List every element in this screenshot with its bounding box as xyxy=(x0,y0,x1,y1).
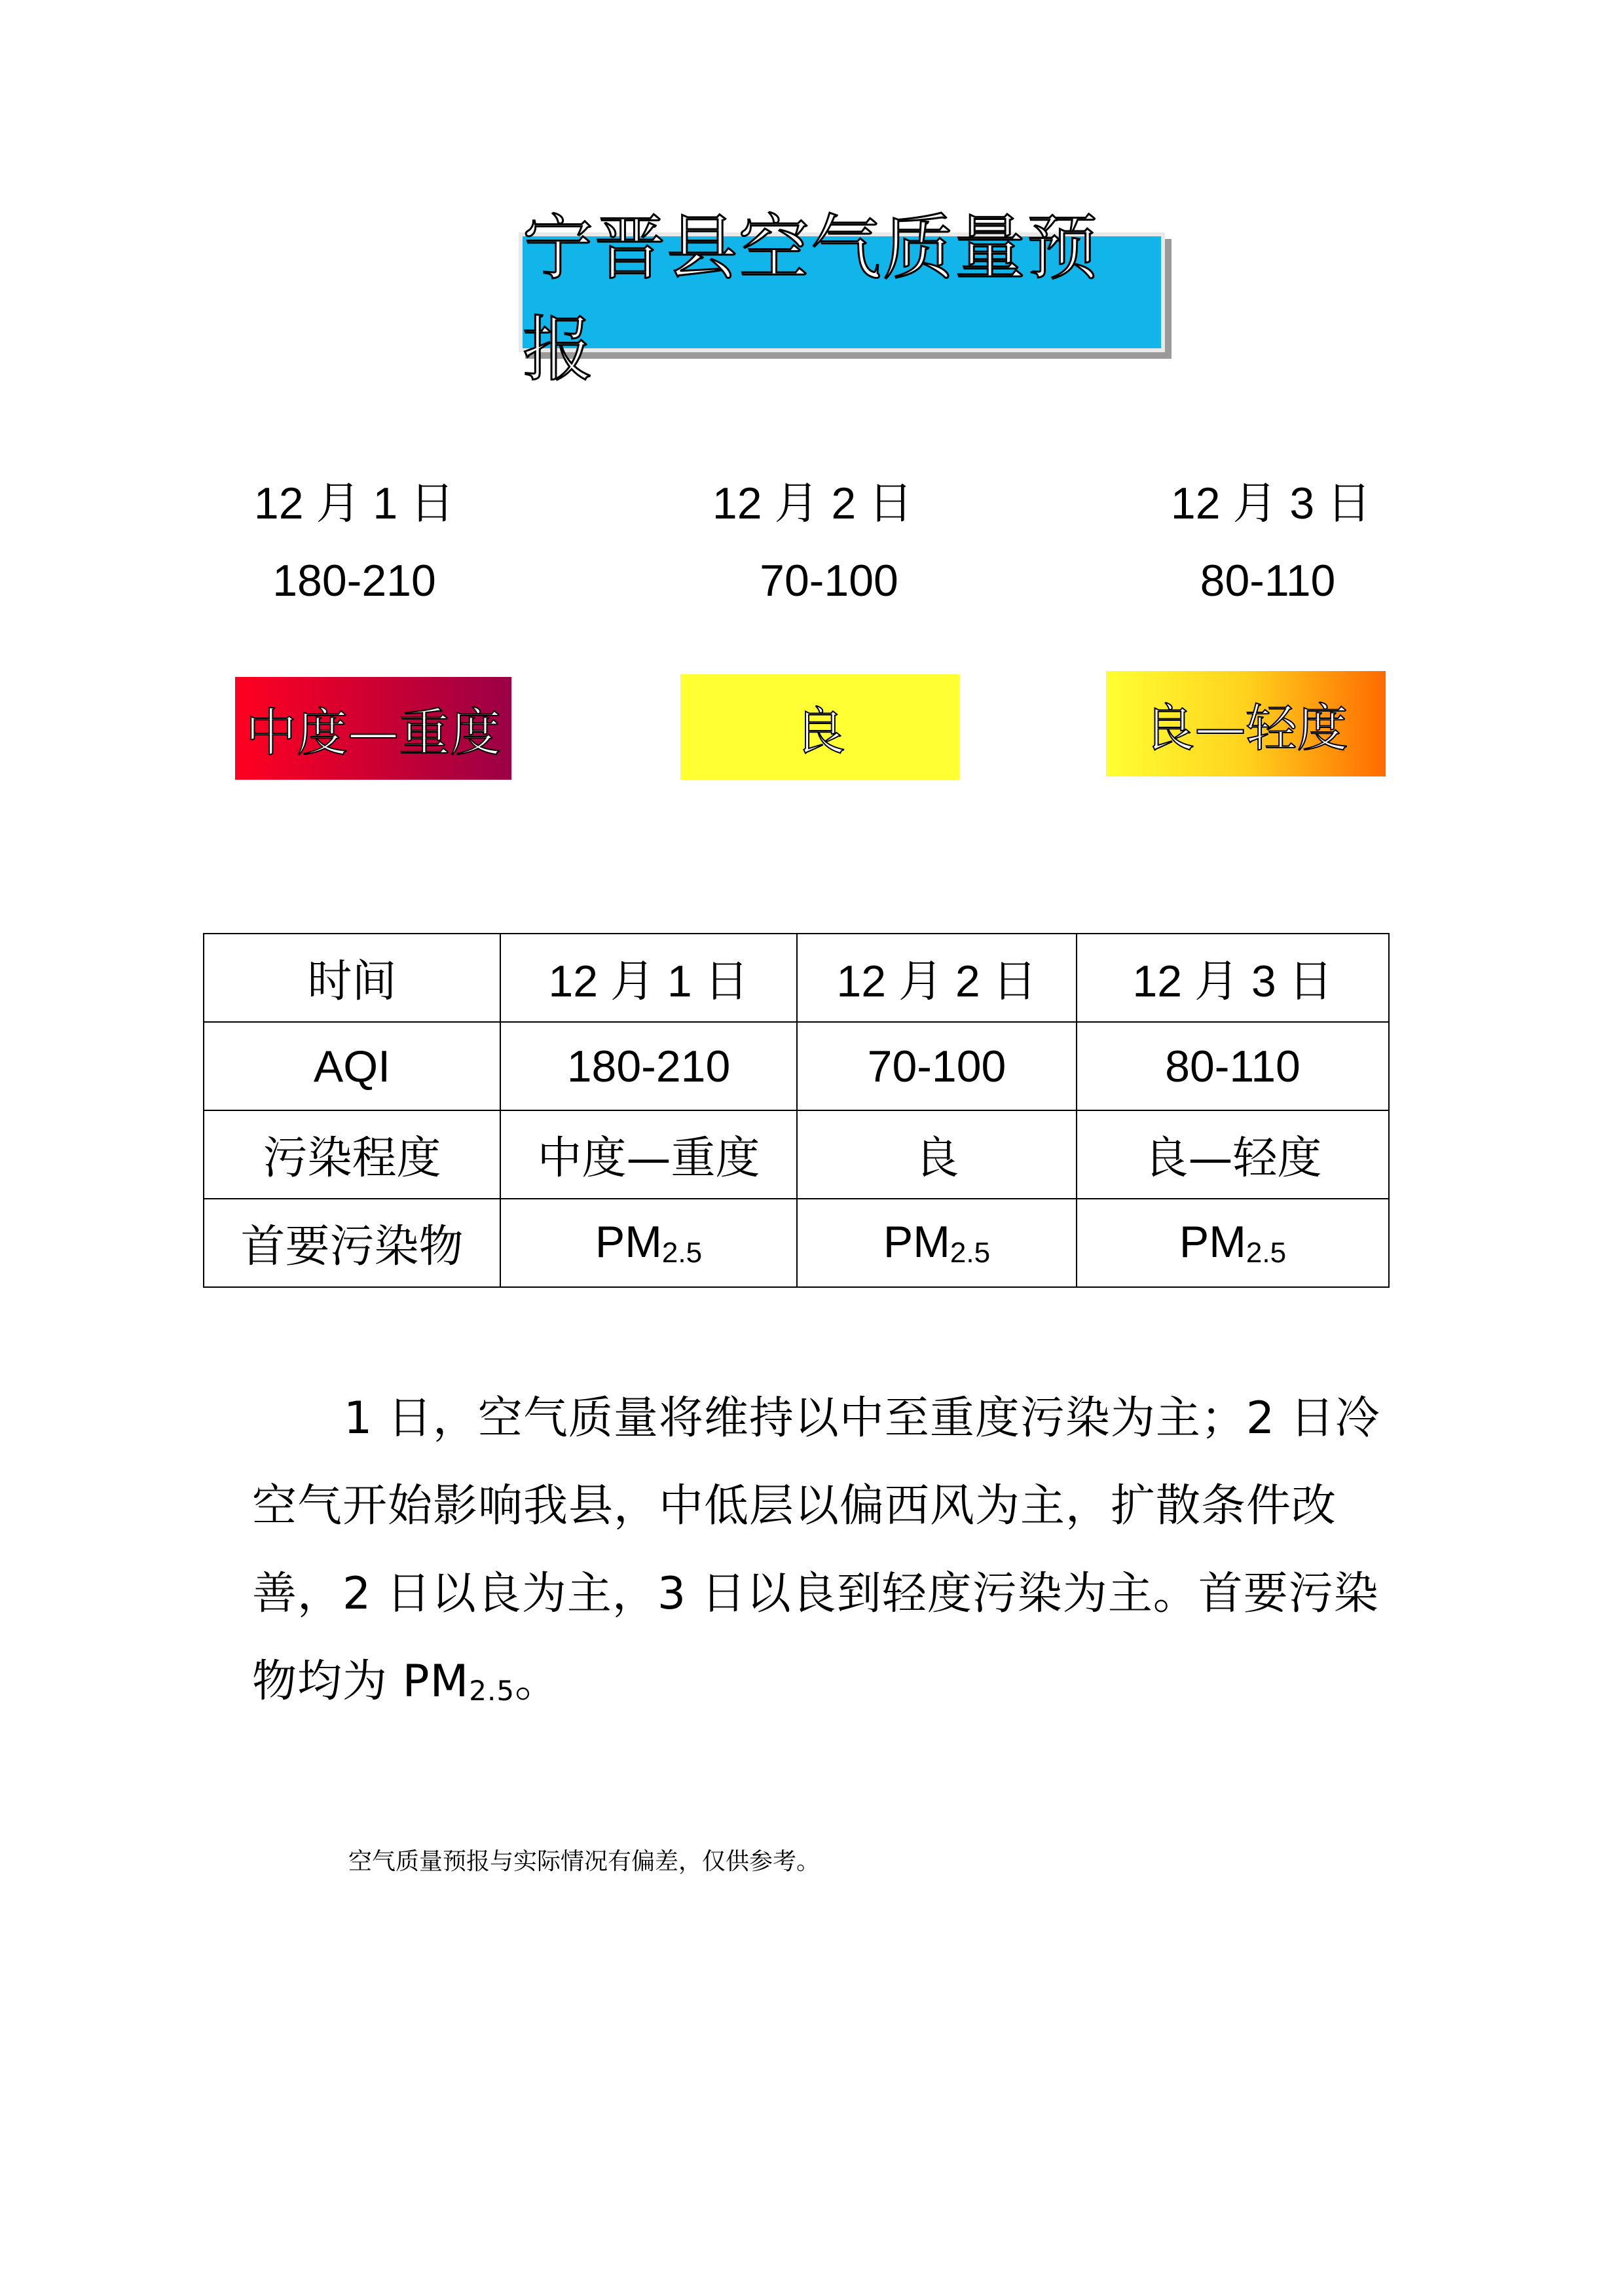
row-header-aqi: AQI xyxy=(204,1022,500,1110)
pollutant-main: PM xyxy=(595,1217,662,1267)
day1-aqi: 180-210 xyxy=(272,556,436,606)
row-header-time: 时间 xyxy=(204,934,500,1022)
day3-aqi: 80-110 xyxy=(1200,556,1336,606)
disclaimer-note: 空气质量预报与实际情况有偏差，仅供参考。 xyxy=(348,1848,821,1875)
page-title: 宁晋县空气质量预报 xyxy=(523,207,1099,391)
day1-level-label: 中度—重度 xyxy=(245,703,501,763)
day2-aqi: 70-100 xyxy=(760,556,898,606)
row-header-level: 污染程度 xyxy=(204,1110,500,1199)
table-date-cell: 12 月 3 日 xyxy=(1077,934,1389,1022)
paragraph-text: 1 日，空气质量将维持以中至重度污染为主；2 日冷空气开始影响我县，中低层以偏西风为主，扩散条件改善，2 日以良为主，3 日以良到轻度污染为主。首要污染物均为 PM xyxy=(252,1393,1380,1707)
day2-date: 12 月 2 日 xyxy=(712,479,913,528)
table-row xyxy=(204,1199,1389,1287)
table-level-cell: 良—轻度 xyxy=(1077,1110,1389,1199)
day3-date: 12 月 3 日 xyxy=(1170,479,1372,528)
pollutant-main: PM xyxy=(1179,1217,1246,1267)
day1-date: 12 月 1 日 xyxy=(253,479,455,528)
forecast-paragraph xyxy=(252,1375,1405,1735)
day3-level-label: 良—轻度 xyxy=(1143,699,1348,758)
table-pollutant-cell xyxy=(797,1199,1077,1287)
table-level-cell: 中度—重度 xyxy=(500,1110,797,1199)
table-pollutant-cell xyxy=(1077,1199,1389,1287)
table-level-cell: 良 xyxy=(797,1110,1077,1199)
paragraph-end: 。 xyxy=(515,1656,561,1707)
forecast-table xyxy=(203,933,1390,1288)
paragraph-sub: 2.5 xyxy=(469,1675,515,1707)
day1-level-badge xyxy=(235,677,511,780)
title-banner xyxy=(519,207,1165,391)
table-aqi-cell: 70-100 xyxy=(797,1022,1077,1110)
pollutant-main: PM xyxy=(883,1217,950,1267)
table-row xyxy=(204,1022,1389,1110)
table-pollutant-cell xyxy=(500,1199,797,1287)
day3-level-badge xyxy=(1106,671,1386,776)
table-row xyxy=(204,1110,1389,1199)
day2-level-label: 良 xyxy=(794,702,845,761)
table-row xyxy=(204,934,1389,1022)
pollutant-sub: 2.5 xyxy=(1246,1237,1287,1269)
table-aqi-cell: 80-110 xyxy=(1077,1022,1389,1110)
table-date-cell: 12 月 2 日 xyxy=(797,934,1077,1022)
table-aqi-cell: 180-210 xyxy=(500,1022,797,1110)
row-header-pollutant: 首要污染物 xyxy=(204,1199,500,1287)
pollutant-sub: 2.5 xyxy=(950,1237,991,1269)
table-date-cell: 12 月 1 日 xyxy=(500,934,797,1022)
pollutant-sub: 2.5 xyxy=(661,1237,703,1269)
day2-level-badge xyxy=(680,674,959,780)
